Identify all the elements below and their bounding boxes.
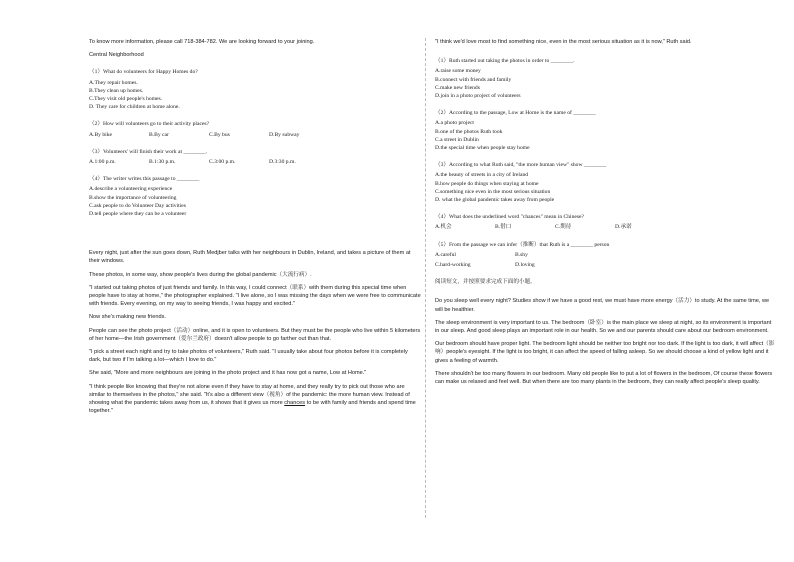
ruth-quote: "I think we'd love most to find something nice, even in the most serious situation as it is now," Ruth said.	[435, 39, 692, 45]
passage-paragraph: The sleep environment is very important to us. The bedroom（卧室）is the main place we sleep at night, so its environment is important in our sleep. And good sleep plays an important role in our health. So we and our parents should care about our bedroom environment.	[435, 319, 772, 335]
options-row	[435, 223, 775, 231]
question-1	[89, 68, 421, 111]
option-a: A.a photo project	[435, 120, 474, 127]
option-a: A.careful	[435, 251, 456, 258]
paragraph-text: "I think people like knowing that they're not alone even if they have to stay at home, and they really try to pick out those who are similar to themselves in the photos," she said. "It's also a different view（视角）of the pandemic: the more human view. Instead of showing what the pandemic takes away from us, it shows that it gives us more	[89, 383, 410, 407]
question-stem: （4）What does the underlined word "chances" mean in Chinese?	[435, 214, 585, 221]
passage-paragraph: There shouldn't be too many flowers in our bedroom. Many old people like to put a lot of flowers in the bedroom, Of course these flowers can make us relaxed and feel well. But when there are too many plants in the bedroom, they can really affect people's sleep quality.	[435, 370, 773, 386]
options-row	[435, 261, 775, 269]
option-c: C.something nice even in the most serious situation	[435, 188, 551, 195]
option-a: A.机会	[435, 224, 452, 231]
option-b: B.how people do things when staying at home	[435, 180, 539, 187]
question-stem: （5）From the passage we can infer（推断）that Ruth is a ________ person	[435, 241, 610, 248]
option-d: D.3:30 p.m.	[269, 159, 296, 166]
option-d: D.承诺	[615, 224, 632, 231]
question-stem: （3）Volunteers' will finish their work at ________.	[89, 148, 208, 155]
option-c: C.期待	[555, 224, 572, 231]
option-b: B.By car	[149, 131, 169, 138]
option-b: B.show the importance of volunteering	[89, 194, 177, 201]
paragraph-text: to be with family and friends and spend time together."	[89, 400, 416, 415]
option-a: A.describe a volunteering experience	[89, 186, 173, 193]
option-a: A.the beauty of streets in a city of Ireland	[435, 172, 529, 179]
section-gap	[89, 227, 421, 249]
option-a: A.raise some money	[435, 68, 481, 75]
question-3	[89, 148, 421, 166]
option-d: D. what the global pandemic takes away from people	[435, 197, 555, 204]
question-r3	[435, 161, 775, 204]
option-c: C.ask people to do Volunteer Day activities	[89, 202, 186, 209]
options-row	[89, 131, 421, 139]
option-c: C.make new friends	[435, 84, 480, 91]
option-c: C.hard-working	[435, 262, 471, 269]
option-c: C.They visit old people's homes.	[89, 96, 163, 103]
option-d: D.loving	[515, 262, 535, 269]
option-b: B.connect with friends and family	[435, 76, 512, 83]
passage-paragraph: "I pick a street each night and try to take photos of volunteers," Ruth said. "I usually take about four photos before it is completely dark, but two if I'm talking a lot—which I love to do."	[89, 349, 408, 364]
option-a: A.They repair homes.	[89, 79, 138, 86]
options-row	[89, 158, 421, 166]
passage-paragraph: She said, "More and more neighbours are joining in the photo project and it has now got a name, Low at Home."	[89, 370, 367, 377]
question-r4	[435, 213, 775, 231]
passage-paragraph: People can see the photo project（活动）online, and it is open to volunteers. But they must be the people who live within 5 kilometers of her home—the Irish government（爱尔兰政府）doesn't allow people to go farther out than that.	[89, 327, 421, 342]
option-d: D.tell people where they can be a volunteer	[89, 211, 187, 218]
question-4	[89, 175, 421, 218]
option-b: B.shy	[515, 251, 528, 258]
passage-paragraph: Now she's making new friends.	[89, 314, 166, 321]
option-c: C.3:00 p.m.	[209, 159, 236, 166]
passage-paragraph: Do you sleep well every night? Studies show if we have a good rest, we must have more energy（活力）to study. At the same time, we will be healthier.	[435, 298, 770, 313]
option-b: B.one of the photos Ruth took	[435, 128, 503, 135]
option-c: C.a street in Dublin	[435, 136, 479, 143]
question-stem: （3）According to what Ruth said, "the more human view" show ________	[435, 162, 607, 169]
question-stem: （2）How will volunteers go to their activity places?	[89, 121, 210, 128]
option-d: D. They care for children at home alone.	[89, 104, 180, 111]
column-divider	[425, 38, 426, 518]
question-r1	[435, 57, 775, 100]
option-d: D.join in a photo project of volunteers	[435, 93, 521, 100]
option-b: B.They clean up homes.	[89, 87, 144, 94]
question-stem: （2）According to the passage, Low at Home is the name of ________	[435, 110, 596, 117]
question-stem: （1）What do volunteers for Happy Homes do?	[89, 69, 198, 76]
question-r5	[435, 241, 775, 270]
option-c: C.By bus	[209, 131, 230, 138]
contact-line: To know more information, please call 718-384-782. We are looking forward to your joining.	[89, 39, 315, 45]
passage-paragraph: Our bedroom should have proper light. The bedroom light should be neither too bright nor too dark. If the light is too dark, it will affect（影响）people's eyesight. If the light is too bright, it can affect the speed of falling asleep. So we should choose a kind of yellow light and it gives a feeling of warmth.	[435, 341, 775, 364]
option-a: A.1:00 p.m.	[89, 159, 116, 166]
options-row	[435, 251, 775, 259]
underlined-word: chances	[284, 400, 306, 407]
option-b: B.借口	[495, 224, 512, 231]
passage-paragraph: These photos, in some way, show people's lives during the global pandemic（大流行病）.	[89, 271, 312, 278]
passage-sleep	[435, 297, 775, 386]
passage-paragraph: "I started out taking photos of just friends and family. In this way, I could connect（联系）with them during this special time when people have to stay at home," the photographer explained. "I live alone, so I was missing the days when we were free to communicate with friends. Every evening, on my way to seeing friends, I was happy and excited."	[89, 284, 421, 308]
signoff: Central Neighborhood	[89, 52, 144, 59]
passage	[89, 249, 421, 415]
question-stem: （4）The writer writes this passage to ________	[89, 176, 200, 183]
passage-paragraph-last	[89, 383, 421, 416]
option-d: D.the special time when people stay home	[435, 145, 530, 152]
instruction-line: 阅读短文，并按照要求完成下面的小题。	[435, 279, 536, 286]
passage-paragraph: Every night, just after the sun goes down, Ruth Medjber talks with her neighbours in Dublin, Ireland, and takes a picture of them at their windows.	[89, 250, 411, 265]
option-d: D.By subway	[269, 131, 300, 138]
right-column	[435, 38, 775, 391]
option-a: A.By bike	[89, 131, 112, 138]
question-stem: （1）Ruth started out taking the photos in order to ________.	[435, 58, 575, 65]
question-2	[89, 120, 421, 138]
left-column	[89, 38, 421, 421]
question-r2	[435, 109, 775, 152]
option-b: B.1:30 p.m.	[149, 159, 176, 166]
